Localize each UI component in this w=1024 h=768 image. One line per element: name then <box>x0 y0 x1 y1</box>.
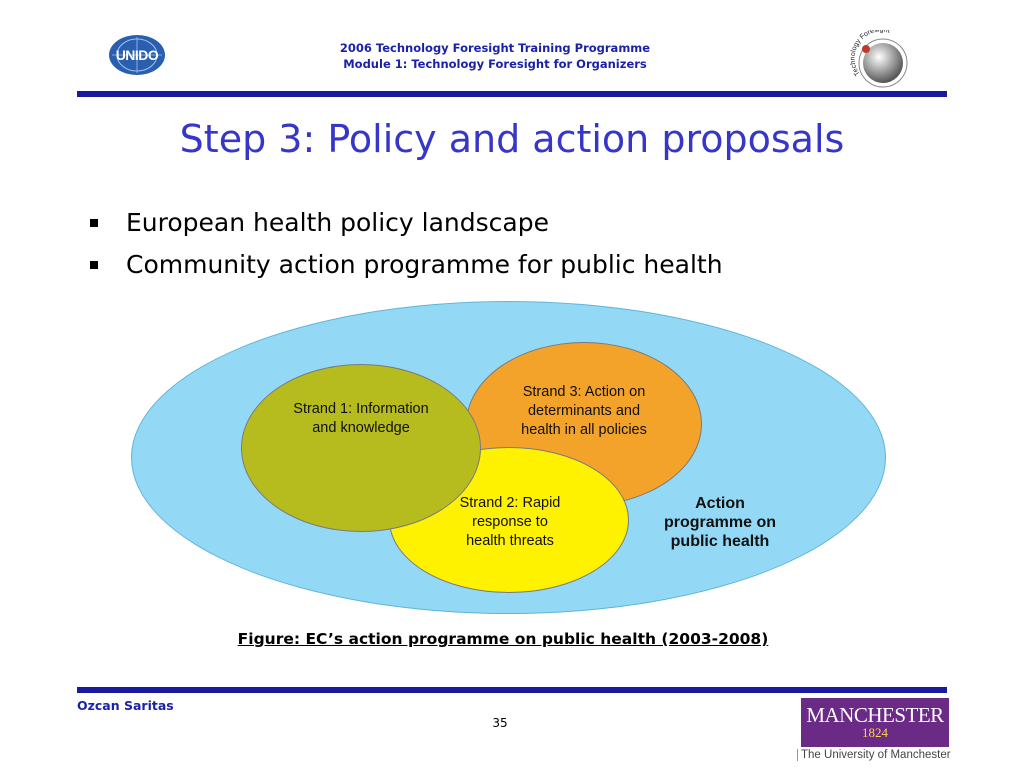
bullet-square-icon <box>90 261 98 269</box>
university-name: The University of Manchester <box>797 749 961 761</box>
footer-divider <box>77 687 947 693</box>
bullet-text: Community action programme for public health <box>126 250 723 279</box>
header-line-2: Module 1: Technology Foresight for Organizers <box>343 57 647 71</box>
page-title: Step 3: Policy and action proposals <box>179 117 845 161</box>
bullet-text: European health policy landscape <box>126 208 549 237</box>
manchester-logo-name: MANCHESTER <box>806 703 944 727</box>
foresight-logo-text: Technology Foresight <box>850 30 891 77</box>
unido-logo <box>108 34 166 76</box>
foresight-sphere-icon <box>850 30 912 90</box>
bullet-item <box>86 244 723 286</box>
header-divider <box>77 91 947 97</box>
header-line-1: 2006 Technology Foresight Training Programme <box>339 41 651 55</box>
strand-2-label: Strand 2: Rapid response to health threats <box>459 495 561 549</box>
bullet-list <box>86 202 723 286</box>
figure-caption: Figure: EC’s action programme on public health (2003-2008) <box>237 630 769 648</box>
strand-1-label: Strand 1: Information and knowledge <box>293 401 429 436</box>
unido-logo-text: UNIDO <box>115 47 159 63</box>
manchester-logo-year: 1824 <box>862 725 888 740</box>
bullet-square-icon <box>90 219 98 227</box>
technology-foresight-logo <box>850 30 912 90</box>
action-programme-label: Action programme on public health <box>663 495 776 550</box>
page-number: 35 <box>492 716 508 730</box>
strand-3-label: Strand 3: Action on determinants and health in all policies <box>521 384 647 438</box>
manchester-logo <box>801 698 949 747</box>
author-name: Ozcan Saritas <box>77 698 174 713</box>
bullet-item <box>86 202 723 244</box>
header-title <box>250 40 740 72</box>
